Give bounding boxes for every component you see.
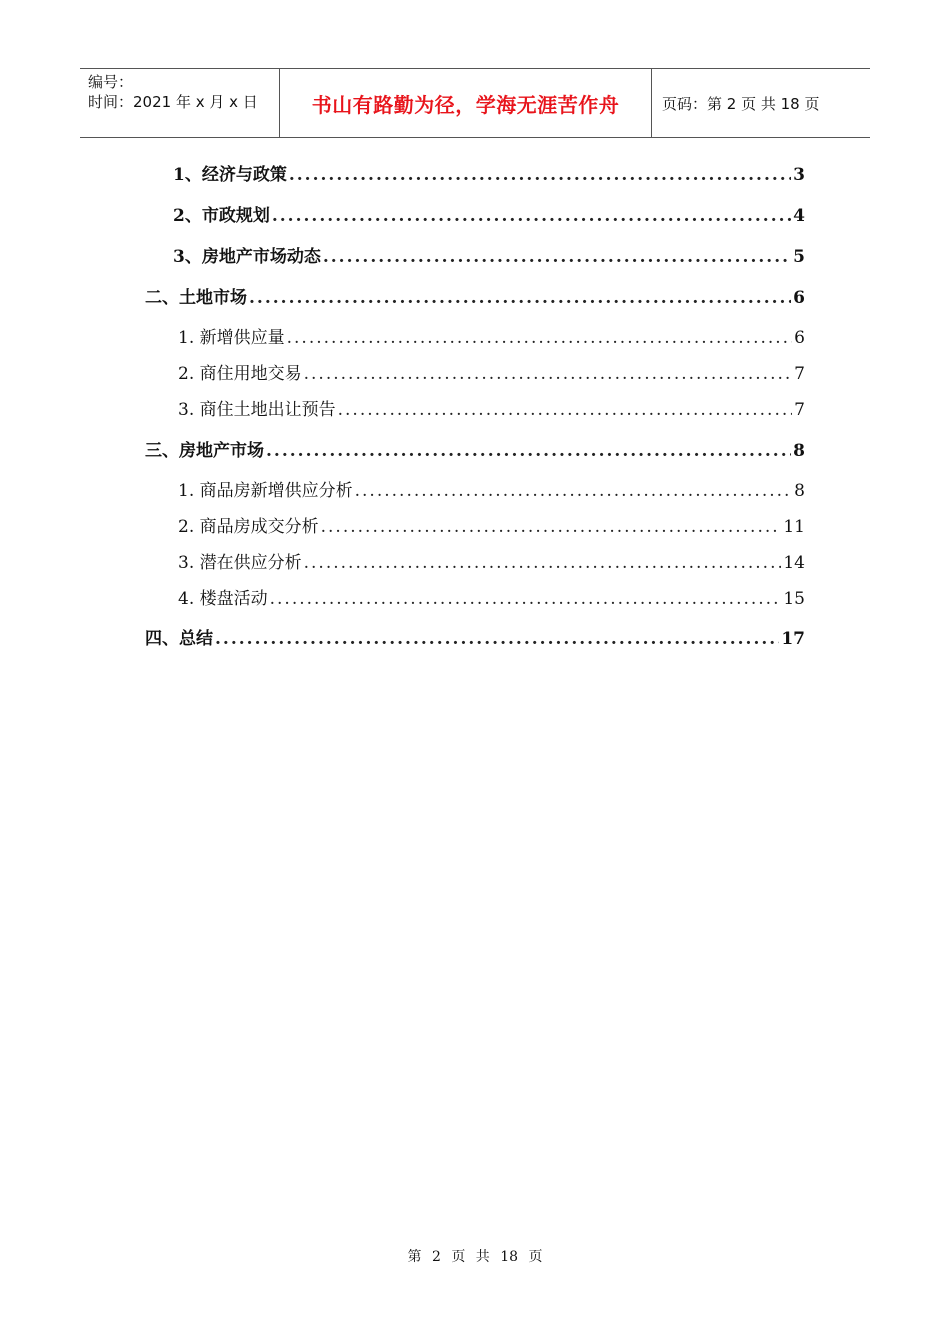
toc-entry-label: 四、总结 [145, 629, 213, 649]
toc-entry-page: 15 [783, 589, 805, 609]
toc-entry-label: 3. 商住土地出让预告 [178, 400, 336, 420]
toc-leader-dots [321, 517, 782, 537]
toc-entry-label: 4. 楼盘活动 [178, 589, 268, 609]
toc-entry-label: 2、市政规划 [173, 206, 270, 226]
toc-entry-page: 11 [783, 517, 805, 537]
toc-entry[interactable] [178, 323, 805, 348]
toc-entry-page: 7 [794, 364, 805, 384]
toc-entry[interactable] [178, 395, 805, 420]
toc-entry[interactable] [178, 512, 805, 537]
header-meta [80, 69, 280, 137]
toc-leader-dots [323, 247, 791, 267]
toc-entry-label: 3. 潜在供应分析 [178, 553, 302, 573]
toc-entry-page: 17 [781, 629, 805, 649]
footer-page-word: 页 [451, 1249, 466, 1265]
footer-total-prefix: 共 [475, 1249, 490, 1265]
header-page-info: 页码：第 2 页 共 18 页 [662, 94, 820, 113]
toc-entry[interactable] [178, 548, 805, 573]
toc-entry-page: 14 [783, 553, 805, 573]
toc-leader-dots [215, 629, 779, 649]
toc-entry-page: 3 [793, 165, 805, 185]
toc-entry[interactable] [173, 201, 805, 226]
toc-entry-page: 7 [794, 400, 805, 420]
toc-entry-label: 3、房地产市场动态 [173, 247, 321, 267]
toc-entry[interactable] [145, 283, 805, 308]
toc-entry-label: 三、房地产市场 [145, 441, 264, 461]
toc-entry-label: 2. 商住用地交易 [178, 364, 302, 384]
toc-entry-page: 6 [794, 328, 805, 348]
document-date: 时间：2021 年 x 月 x 日 [88, 93, 258, 111]
toc-entry[interactable] [145, 436, 805, 461]
toc-leader-dots [289, 165, 791, 185]
toc-entry-label: 二、土地市场 [145, 288, 247, 308]
toc-entry-page: 5 [793, 247, 805, 267]
toc-entry[interactable] [178, 476, 805, 501]
footer-current-page: 2 [431, 1249, 441, 1265]
toc-entry[interactable] [173, 160, 805, 185]
toc-leader-dots [338, 400, 793, 420]
toc-leader-dots [304, 364, 793, 384]
toc-leader-dots [287, 328, 793, 348]
page-header [80, 68, 870, 138]
toc-entry-label: 2. 商品房成交分析 [178, 517, 319, 537]
document-number-label: 编号： [88, 73, 134, 91]
toc-leader-dots [266, 441, 791, 461]
toc-entry-page: 8 [794, 481, 805, 501]
toc-entry[interactable] [178, 584, 805, 609]
header-motto: 书山有路勤为径，学海无涯苦作舟 [280, 69, 652, 137]
page-footer [0, 1246, 950, 1266]
toc-entry[interactable] [145, 624, 805, 649]
toc-leader-dots [355, 481, 793, 501]
footer-suffix: 页 [528, 1249, 543, 1265]
toc-entry-label: 1. 商品房新增供应分析 [178, 481, 353, 501]
footer-total-pages: 18 [500, 1249, 519, 1265]
toc-entry-page: 4 [793, 206, 805, 226]
toc-entry[interactable] [173, 242, 805, 267]
footer-prefix: 第 [407, 1249, 422, 1265]
toc-entry-page: 6 [793, 288, 805, 308]
toc-leader-dots [249, 288, 791, 308]
toc-leader-dots [270, 589, 782, 609]
toc-entry-label: 1、经济与政策 [173, 165, 287, 185]
toc-leader-dots [272, 206, 791, 226]
toc-leader-dots [304, 553, 782, 573]
toc-entry-label: 1. 新增供应量 [178, 328, 285, 348]
toc-entry[interactable] [178, 359, 805, 384]
toc-entry-page: 8 [793, 441, 805, 461]
